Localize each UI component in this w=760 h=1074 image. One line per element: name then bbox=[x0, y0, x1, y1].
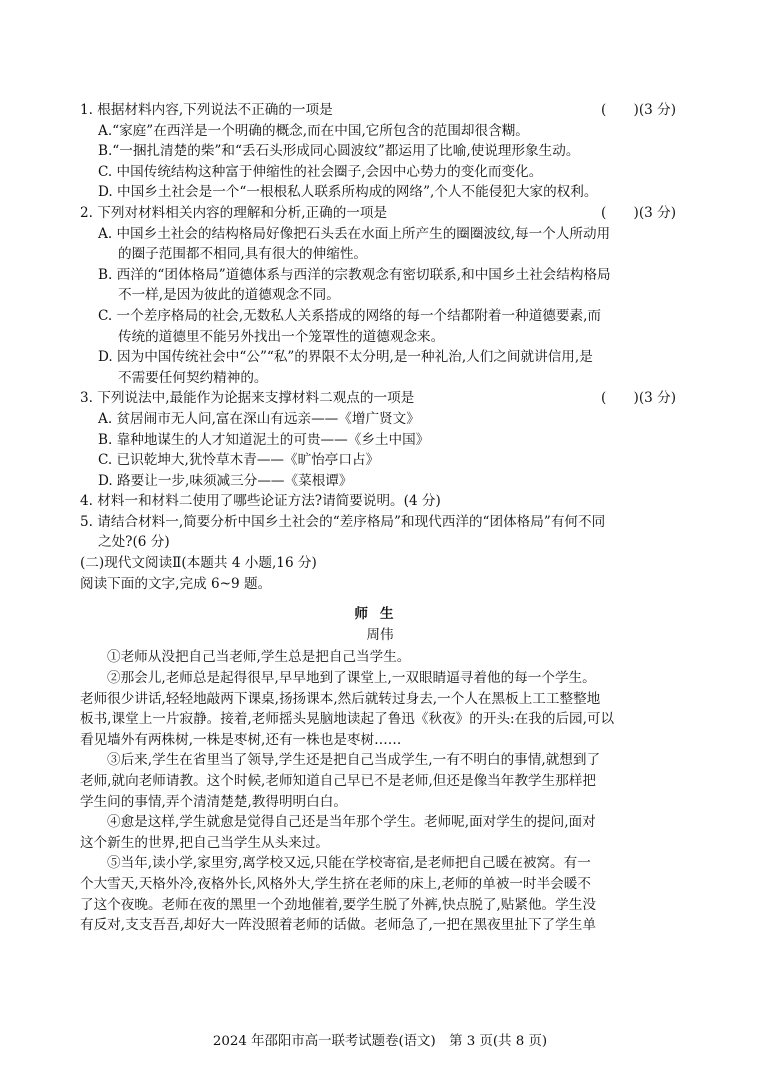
question-3-option-c: C. 已识乾坤大,犹怜草木青——《旷怡亭口占》 bbox=[98, 452, 380, 469]
question-2-option-b-cont: 不一样,是因为彼此的道德观念不同。 bbox=[118, 287, 340, 304]
article-paragraph-5-line-2: 个大雪天,天格外冷,夜格外长,风格外大,学生挤在老师的床上,老师的单被一时半会暖不 bbox=[80, 875, 591, 892]
question-5-cont: 之处?(6 分) bbox=[98, 534, 170, 551]
question-1-option-d: D. 中国乡土社会是一个“一根根私人联系所构成的网络”,个人不能侵犯大家的权利。 bbox=[98, 184, 598, 201]
article-paragraph-4: ④愈是这样,学生就愈是觉得自己还是当年那个学生。老师呢,面对学生的提问,面对 bbox=[107, 814, 596, 831]
question-2-option-c-cont: 传统的道德里不能另外找出一个笼罩性的道德观念来。 bbox=[118, 328, 445, 345]
article-paragraph-4-line-2: 这个新生的世界,把自己当学生从头来过。 bbox=[80, 834, 330, 851]
question-2-option-a: A. 中国乡土社会的结构格局好像把石头丢在水面上所产生的圈圈波纹,每一个人所动用 bbox=[98, 225, 611, 242]
question-2-text: 2. 下列对材料相关内容的理解和分析,正确的一项是 bbox=[80, 204, 388, 221]
question-2-option-d-cont: 不需要任何契约精神的。 bbox=[118, 369, 268, 386]
question-5: 5. 请结合材料一,简要分析中国乡土社会的“差序格局”和现代西洋的“团体格局”有何不同 bbox=[80, 513, 606, 530]
article-paragraph-5-line-4: 有反对,支支吾吾,却好大一阵没照着老师的话做。老师急了,一把在黑夜里扯下了学生单 bbox=[80, 917, 596, 934]
article-title: 师生 bbox=[354, 606, 406, 623]
article-paragraph-5: ⑤当年,读小学,家里穷,离学校又远,只能在学校寄宿,是老师把自己暖在被窝。有一 bbox=[107, 855, 591, 872]
article-paragraph-2-line-3: 板书,课堂上一片寂静。接着,老师摇头晃脑地读起了鲁迅《秋夜》的开头:在我的后园,可以 bbox=[80, 711, 615, 728]
question-3-option-a: A. 贫居闹市无人问,富在深山有远亲——《增广贤文》 bbox=[98, 410, 420, 427]
article-paragraph-3-line-2: 老师,就向老师请教。这个时候,老师知道自己早已不是老师,但还是像当年教学生那样把 bbox=[80, 773, 596, 789]
article-paragraph-2: ②那会儿,老师总是起得很早,早早地到了课堂上,一双眼睛逼寻着他的每一个学生。 bbox=[107, 670, 596, 687]
question-1-text: 1. 根据材料内容,下列说法不正确的一项是 bbox=[80, 102, 333, 118]
article-paragraph-1: ①老师从没把自己当老师,学生总是把自己当学生。 bbox=[107, 649, 411, 666]
question-2-score: ( )(3 分) bbox=[601, 204, 676, 221]
question-2-stem bbox=[80, 203, 680, 224]
reading-instruction: 阅读下面的文字,完成 6~9 题。 bbox=[80, 575, 272, 592]
question-2-option-a-cont: 的圈子范围都不相同,具有很大的伸缩性。 bbox=[118, 246, 368, 263]
article-paragraph-3-line-3: 学生问的事情,弄个清清楚楚,教得明明白白。 bbox=[80, 793, 347, 810]
page-footer: 2024 年邵阳市高一联考试题卷(语文) 第 3 页(共 8 页) bbox=[212, 1034, 548, 1049]
question-1-score: ( )(3 分) bbox=[601, 102, 676, 118]
question-3-option-d: D. 路要让一步,味须减三分——《菜根谭》 bbox=[98, 472, 353, 489]
page-content bbox=[80, 100, 680, 936]
question-2-option-c: C. 一个差序格局的社会,无数私人关系搭成的网络的每一个结都附着一种道德要素,而 bbox=[98, 307, 601, 324]
question-1-stem bbox=[80, 100, 680, 121]
article-paragraph-2-line-4: 看见墙外有两株树,一株是枣树,还有一株也是枣树…… bbox=[80, 731, 402, 748]
article-author: 周伟 bbox=[366, 626, 394, 643]
article-paragraph-2-line-2: 老师很少讲话,轻轻地敲两下课桌,扬扬课本,然后就转过身去,一个人在黑板上工工整整地 bbox=[80, 690, 601, 707]
question-2-option-d: D. 因为中国传统社会中“公”“私”的界限不太分明,是一种礼治,人们之间就讲信用,是 bbox=[98, 349, 593, 366]
question-1-option-a: A.“家庭”在西洋是一个明确的概念,而在中国,它所包含的范围却很含糊。 bbox=[98, 122, 529, 139]
article-paragraph-3: ③后来,学生在省里当了领导,学生还是把自己当成学生,一有不明白的事情,就想到了 bbox=[107, 752, 601, 769]
question-1-option-b: B.“一捆扎清楚的柴”和“丢石头形成同心圆波纹”都运用了比喻,使说理形象生动。 bbox=[98, 143, 580, 160]
question-1-option-c: C. 中国传统结构这种富于伸缩性的社会圈子,会因中心势力的变化而变化。 bbox=[98, 163, 543, 180]
question-4: 4. 材料一和材料二使用了哪些论证方法?请简要说明。(4 分) bbox=[80, 493, 441, 510]
question-3-score: ( )(3 分) bbox=[601, 390, 676, 407]
question-3-stem bbox=[80, 388, 680, 409]
question-3-text: 3. 下列说法中,最能作为论据来支撑材料二观点的一项是 bbox=[80, 390, 415, 407]
section-heading: (二)现代文阅读Ⅱ(本题共 4 小题,16 分) bbox=[80, 555, 317, 572]
question-2-option-b: B. 西洋的“团体格局”道德体系与西洋的宗教观念有密切联系,和中国乡土社会结构格局 bbox=[98, 266, 611, 283]
question-3-option-b: B. 靠种地谋生的人才知道泥土的可贵——《乡土中国》 bbox=[98, 431, 430, 448]
article-paragraph-5-line-3: 了这个夜晚。老师在夜的黑里一个劲地催着,要学生脱了外裤,快点脱了,贴紧他。学生没 bbox=[80, 896, 596, 913]
